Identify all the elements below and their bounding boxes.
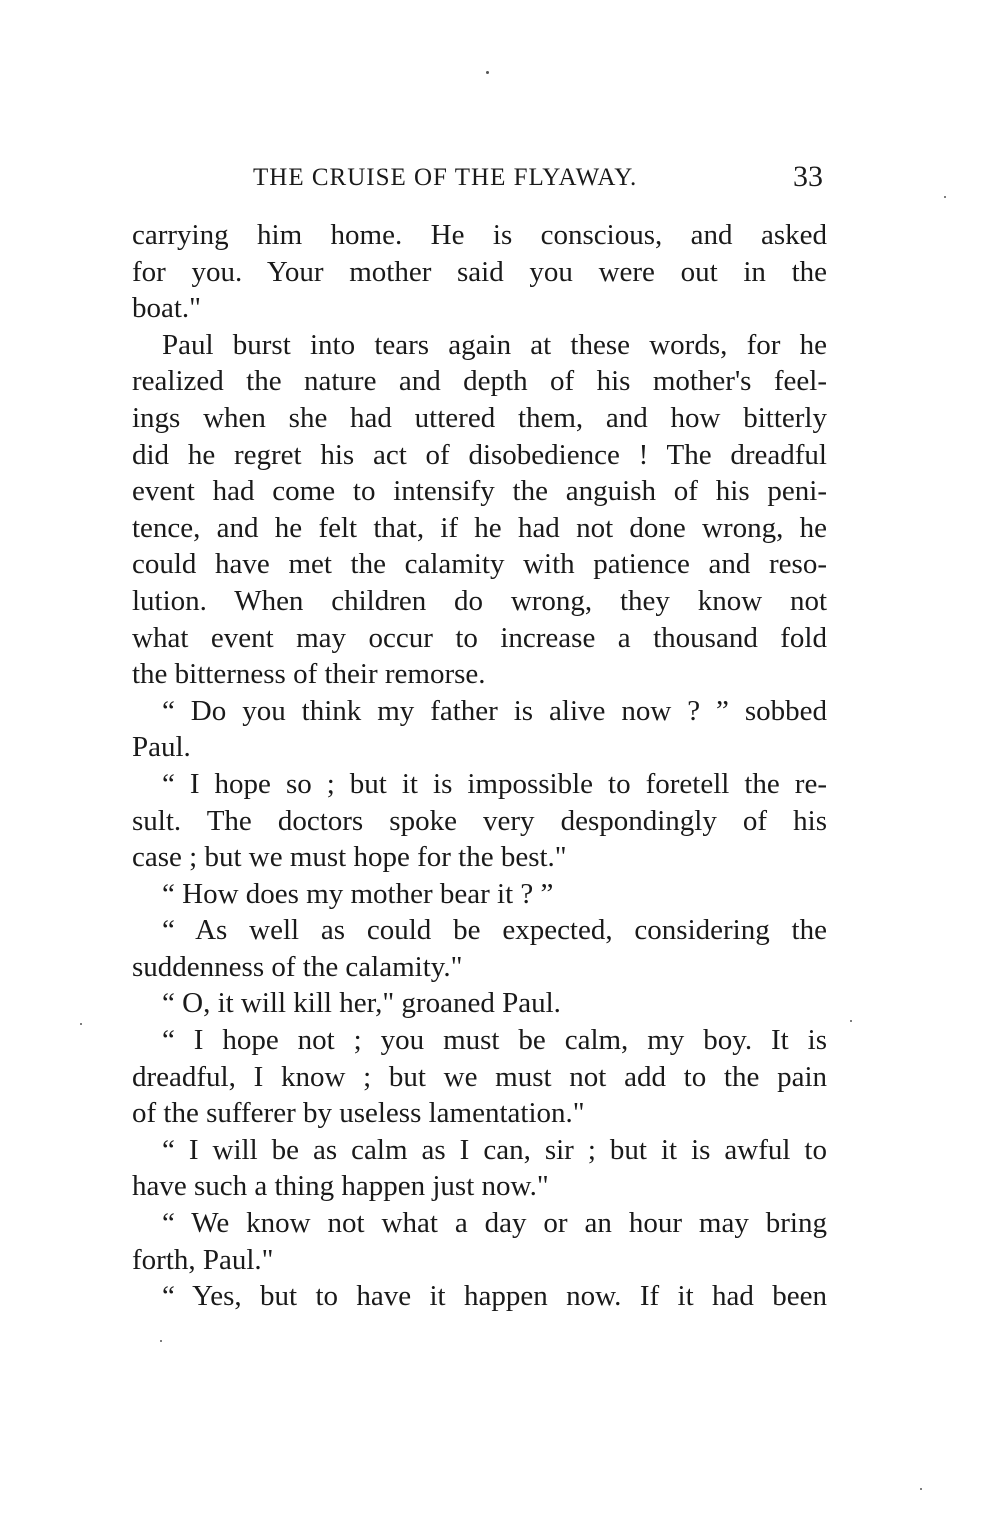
text-line: boat." — [132, 292, 202, 325]
text-line: did he regret his act of disobedience ! The dreadful — [132, 438, 827, 471]
text-line: “ As well as could be expected, considering the — [162, 914, 827, 947]
text-line: tence, and he felt that, if he had not done wrong, he — [132, 511, 827, 544]
text-line: suddenness of the calamity." — [132, 950, 463, 983]
print-speck — [80, 1023, 82, 1025]
text-line: forth, Paul." — [132, 1243, 274, 1276]
text-line: “ I hope so ; but it is impossible to foretell the re- — [162, 767, 827, 800]
page-header — [132, 160, 827, 200]
text-line: for you. Your mother said you were out in the — [132, 255, 827, 288]
print-speck — [944, 196, 946, 198]
text-line: could have met the calamity with patience and reso- — [132, 548, 827, 581]
text-line: have such a thing happen just now." — [132, 1170, 549, 1203]
print-speck — [486, 71, 489, 74]
text-line: ings when she had uttered them, and how bitterly — [132, 401, 827, 434]
text-line: carrying him home. He is conscious, and asked — [132, 219, 827, 251]
text-line: “ I will be as calm as I can, sir ; but it is awful to — [162, 1133, 827, 1166]
text-line: sult. The doctors spoke very despondingly of his — [132, 804, 827, 837]
text-line: case ; but we must hope for the best." — [132, 841, 567, 874]
print-speck — [160, 1340, 162, 1342]
text-line: “ I hope not ; you must be calm, my boy. It is — [162, 1024, 827, 1057]
text-line: lution. When children do wrong, they know not — [132, 584, 827, 617]
body-text — [132, 217, 827, 1315]
print-speck — [850, 1020, 852, 1022]
text-line: event had come to intensify the anguish of his peni- — [132, 475, 827, 508]
text-line: realized the nature and depth of his mother's feel- — [132, 365, 827, 398]
text-line: what event may occur to increase a thousand fold — [132, 621, 827, 654]
text-line: “ How does my mother bear it ? ” — [162, 877, 554, 910]
text-line: “ Do you think my father is alive now ? ” sobbed — [162, 694, 827, 727]
text-line: “ We know not what a day or an hour may bring — [162, 1207, 827, 1240]
page-number: 33 — [793, 160, 823, 193]
text-line: of the sufferer by useless lamentation." — [132, 1097, 585, 1130]
print-speck — [920, 1488, 922, 1490]
text-line: “ O, it will kill her," groaned Paul. — [162, 987, 561, 1020]
running-title: THE CRUISE OF THE FLYAWAY. — [253, 164, 638, 191]
text-line: Paul. — [132, 731, 191, 764]
text-line: dreadful, I know ; but we must not add to the pain — [132, 1060, 827, 1093]
text-line: Paul burst into tears again at these words, for he — [162, 328, 827, 361]
text-line: the bitterness of their remorse. — [132, 658, 486, 691]
text-line: “ Yes, but to have it happen now. If it had been — [162, 1280, 827, 1313]
